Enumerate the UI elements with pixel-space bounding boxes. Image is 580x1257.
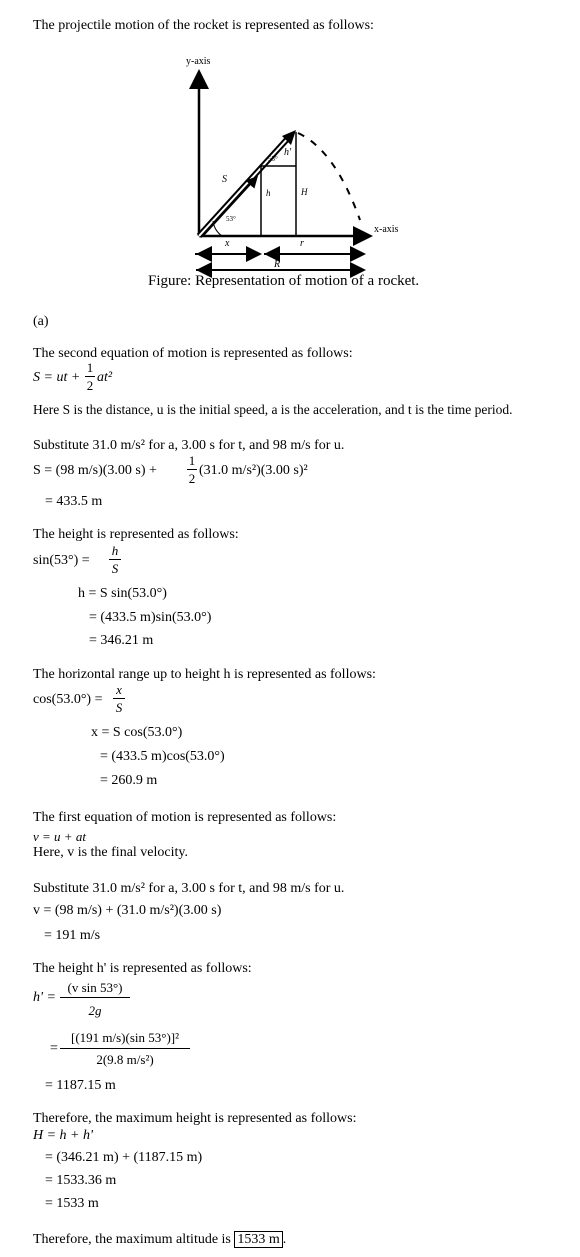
H-line-1: H = h + h' (33, 1128, 93, 1143)
hprime-calc-eq: = (50, 1041, 58, 1056)
height-intro: The height is represented as follows: (33, 527, 239, 542)
substitute-2: Substitute 31.0 m/s² for a, 3.00 s for t, and 98 m/s for u. (33, 881, 345, 896)
final-statement (33, 1232, 286, 1248)
s-result: = 433.5 m (45, 494, 103, 509)
inner-arrow (203, 178, 256, 236)
x-axis-label: x-axis (374, 224, 399, 235)
substitute-1: Substitute 31.0 m/s² for a, 3.00 s for t, and 98 m/s for u. (33, 438, 345, 453)
part-a-label: (a) (33, 314, 49, 329)
max-height-intro: Therefore, the maximum height is represented as follows: (33, 1111, 357, 1126)
hprime-calc-num: [(191 m/s)(sin 53°)]² (70, 1030, 180, 1045)
hprime-eq-num: (v sin 53°) (67, 980, 123, 995)
angle-bottom-label: 53° (226, 215, 236, 223)
h-line-2: = (433.5 m)sin(53.0°) (89, 610, 212, 625)
second-eq-lhs: S = ut + (33, 370, 81, 385)
y-axis-label: y-axis (186, 56, 211, 67)
hprime-eq-den: 2g (88, 1003, 102, 1018)
second-eq-intro: The second equation of motion is represented as follows: (33, 346, 353, 361)
s-calc-den: 2 (188, 471, 196, 486)
label-x: x (225, 238, 230, 249)
s-calc-rhs: (31.0 m/s²)(3.00 s)² (199, 463, 308, 478)
final-period: . (282, 1232, 287, 1247)
range-intro: The horizontal range up to height h is represented as follows: (33, 667, 376, 682)
first-eq: v = u + at (33, 829, 86, 844)
second-eq-bar (85, 376, 95, 377)
H-line-4: = 1533 m (45, 1196, 99, 1211)
v-result: = 191 m/s (44, 928, 101, 943)
second-eq-num: 1 (86, 360, 94, 375)
label-H: H (301, 187, 308, 197)
definitions-2: Here, v is the final velocity. (33, 845, 188, 860)
second-eq-rhs: at² (97, 370, 113, 385)
s-calc-lhs: S = (98 m/s)(3.00 s) + (33, 463, 157, 478)
v-calc: v = (98 m/s) + (31.0 m/s²)(3.00 s) (33, 903, 222, 918)
label-r: r (300, 238, 304, 249)
trajectory-dashed (298, 133, 360, 220)
x-line-2: = (433.5 m)cos(53.0°) (100, 749, 225, 764)
final-answer-box: 1533 m (234, 1231, 282, 1248)
label-h: h (266, 188, 271, 198)
s-calc-bar (187, 469, 197, 470)
cos-eq-bar (113, 698, 125, 699)
definitions-1: Here S is the distance, u is the initial speed, a is the acceleration, and t is the time period. (33, 402, 513, 417)
cos-eq-lhs: cos(53.0°) = (33, 692, 103, 707)
hprime-intro: The height h' is represented as follows: (33, 961, 252, 976)
s-calc-num: 1 (188, 453, 196, 468)
x-line-3: = 260.9 m (100, 773, 158, 788)
sin-eq-lhs: sin(53°) = (33, 553, 90, 568)
hprime-eq-bar (60, 997, 130, 998)
hprime-calc-bar (60, 1048, 190, 1049)
H-line-2: = (346.21 m) + (1187.15 m) (45, 1150, 203, 1165)
cos-eq-den: S (115, 700, 123, 715)
first-eq-intro: The first equation of motion is represented as follows: (33, 810, 337, 825)
intro-text: The projectile motion of the rocket is represented as follows: (33, 18, 374, 33)
h-line-1: h = S sin(53.0°) (78, 586, 167, 601)
H-line-3: = 1533.36 m (45, 1173, 117, 1188)
sin-eq-num: h (111, 543, 119, 558)
hprime-calc-den: 2(9.8 m/s²) (96, 1052, 154, 1067)
h-line-3: = 346.21 m (89, 633, 154, 648)
label-S: S (222, 174, 227, 185)
sin-eq-den: S (111, 561, 119, 576)
label-hprime: h' (284, 147, 292, 158)
final-text: Therefore, the maximum altitude is (33, 1232, 231, 1247)
angle-top-label: 53° (268, 155, 278, 163)
hprime-eq-lhs: h' = (33, 990, 56, 1005)
label-R: R (274, 259, 281, 270)
sin-eq-bar (109, 559, 121, 560)
cos-eq-num: x (116, 682, 122, 697)
second-eq-den: 2 (86, 378, 94, 393)
figure-caption: Figure: Representation of motion of a rocket. (148, 273, 420, 289)
hprime-result: = 1187.15 m (45, 1078, 116, 1093)
x-line-1: x = S cos(53.0°) (91, 725, 183, 740)
